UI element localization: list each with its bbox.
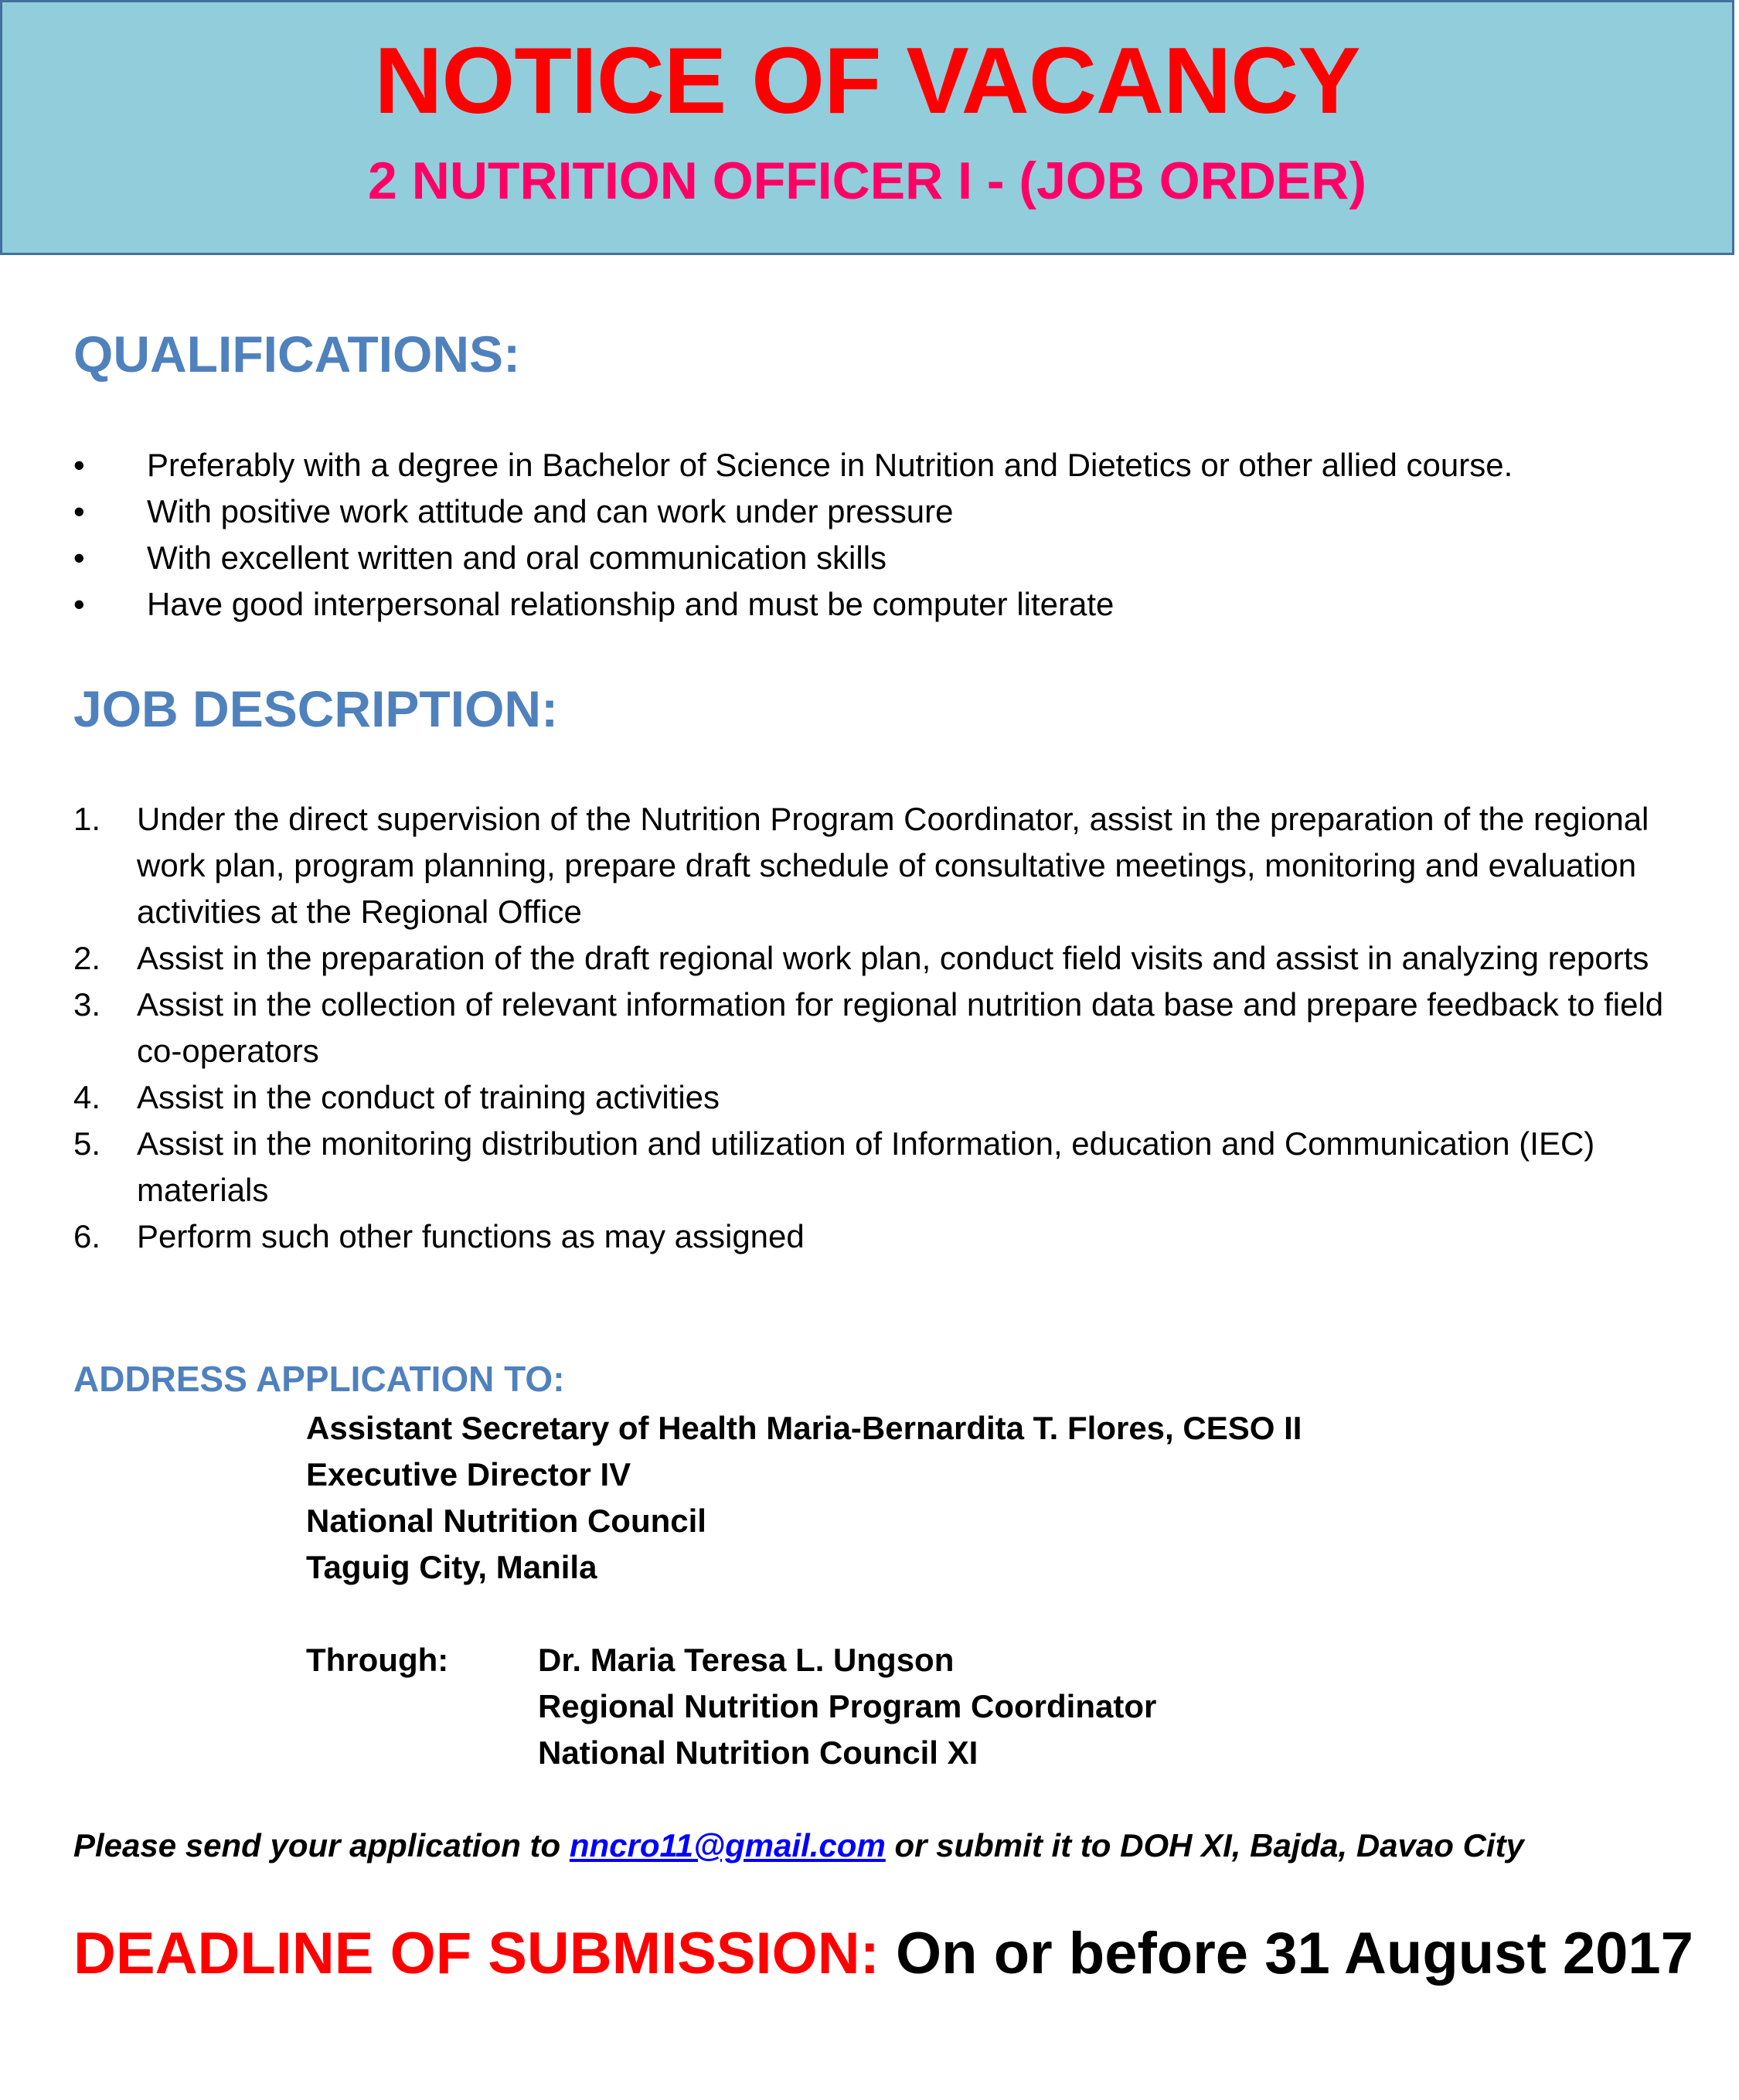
send-note-prefix: Please send your application to [73, 1827, 570, 1863]
addressee-name: Assistant Secretary of Health Maria-Bernardita T. Flores, CESO II [306, 1410, 1302, 1446]
qualification-text: Have good interpersonal relationship and must be computer literate [147, 586, 1115, 622]
addressee-office: National Nutrition Council [306, 1503, 706, 1539]
job-description-text: Perform such other functions as may assigned [137, 1218, 805, 1254]
item-number: 4. [73, 1079, 101, 1115]
bullet-icon: • [73, 586, 85, 622]
job-description-item [73, 1074, 1712, 1121]
addressee-position: Executive Director IV [306, 1456, 631, 1492]
item-number: 1. [73, 801, 101, 837]
qualification-item [73, 442, 1513, 488]
qualification-item [73, 535, 1513, 581]
bullet-icon: • [73, 447, 85, 483]
qualification-text: Preferably with a degree in Bachelor of Science in Nutrition and Dietetics or other allied course. [147, 447, 1513, 483]
send-application-note [73, 1823, 1524, 1869]
item-number: 3. [73, 986, 101, 1023]
job-description-item [73, 935, 1712, 982]
through-block [538, 1637, 1156, 1776]
send-note-suffix: or submit it to DOH XI, Bajda, Davao City [885, 1827, 1524, 1863]
through-office: National Nutrition Council XI [538, 1734, 978, 1771]
address-heading: ADDRESS APPLICATION TO: [73, 1359, 565, 1399]
header-banner [0, 0, 1734, 255]
item-number: 5. [73, 1125, 101, 1162]
job-description-item [73, 982, 1712, 1074]
qualification-item [73, 581, 1513, 628]
job-description-text: Under the direct supervision of the Nutrition Program Coordinator, assist in the preparation of the regional work plan, program planning, prepare draft schedule of consultative meetings, monitoring and evaluation activities at the Regional Office [137, 801, 1649, 930]
qualifications-list [73, 442, 1513, 628]
through-name: Dr. Maria Teresa L. Ungson [538, 1642, 955, 1678]
job-description-heading: JOB DESCRIPTION: [73, 680, 559, 737]
job-description-text: Assist in the collection of relevant information for regional nutrition data base and prepare feedback to field co-operators [137, 986, 1664, 1069]
job-description-item [73, 796, 1712, 935]
job-description-text: Assist in the preparation of the draft regional work plan, conduct field visits and assist in analyzing reports [137, 940, 1649, 976]
qualifications-heading: QUALIFICATIONS: [73, 325, 521, 383]
through-label: Through: [306, 1642, 449, 1678]
job-description-text: Assist in the conduct of training activities [137, 1079, 720, 1115]
qualification-item [73, 488, 1513, 535]
page-title: NOTICE OF VACANCY [374, 28, 1360, 133]
qualification-text: With excellent written and oral communication skills [147, 539, 887, 576]
qualification-text: With positive work attitude and can work under pressure [147, 493, 954, 529]
job-description-list [73, 796, 1712, 1260]
bullet-icon: • [73, 539, 85, 576]
job-description-text: Assist in the monitoring distribution and utilization of Information, education and Communication (IEC) materials [137, 1125, 1595, 1208]
addressee-location: Taguig City, Manila [306, 1549, 597, 1585]
deadline-label: DEADLINE OF SUBMISSION: [73, 1921, 880, 1986]
addressee-block [306, 1405, 1302, 1591]
job-description-item [73, 1121, 1712, 1213]
job-description-item [73, 1213, 1712, 1260]
page-subtitle: 2 NUTRITION OFFICER I - (JOB ORDER) [368, 151, 1366, 210]
email-link[interactable]: nncro11@gmail.com [569, 1827, 886, 1863]
deadline-line [73, 1921, 1693, 1986]
deadline-value: On or before 31 August 2017 [879, 1921, 1693, 1986]
item-number: 2. [73, 940, 101, 976]
bullet-icon: • [73, 493, 85, 529]
item-number: 6. [73, 1218, 101, 1254]
through-position: Regional Nutrition Program Coordinator [538, 1688, 1157, 1724]
